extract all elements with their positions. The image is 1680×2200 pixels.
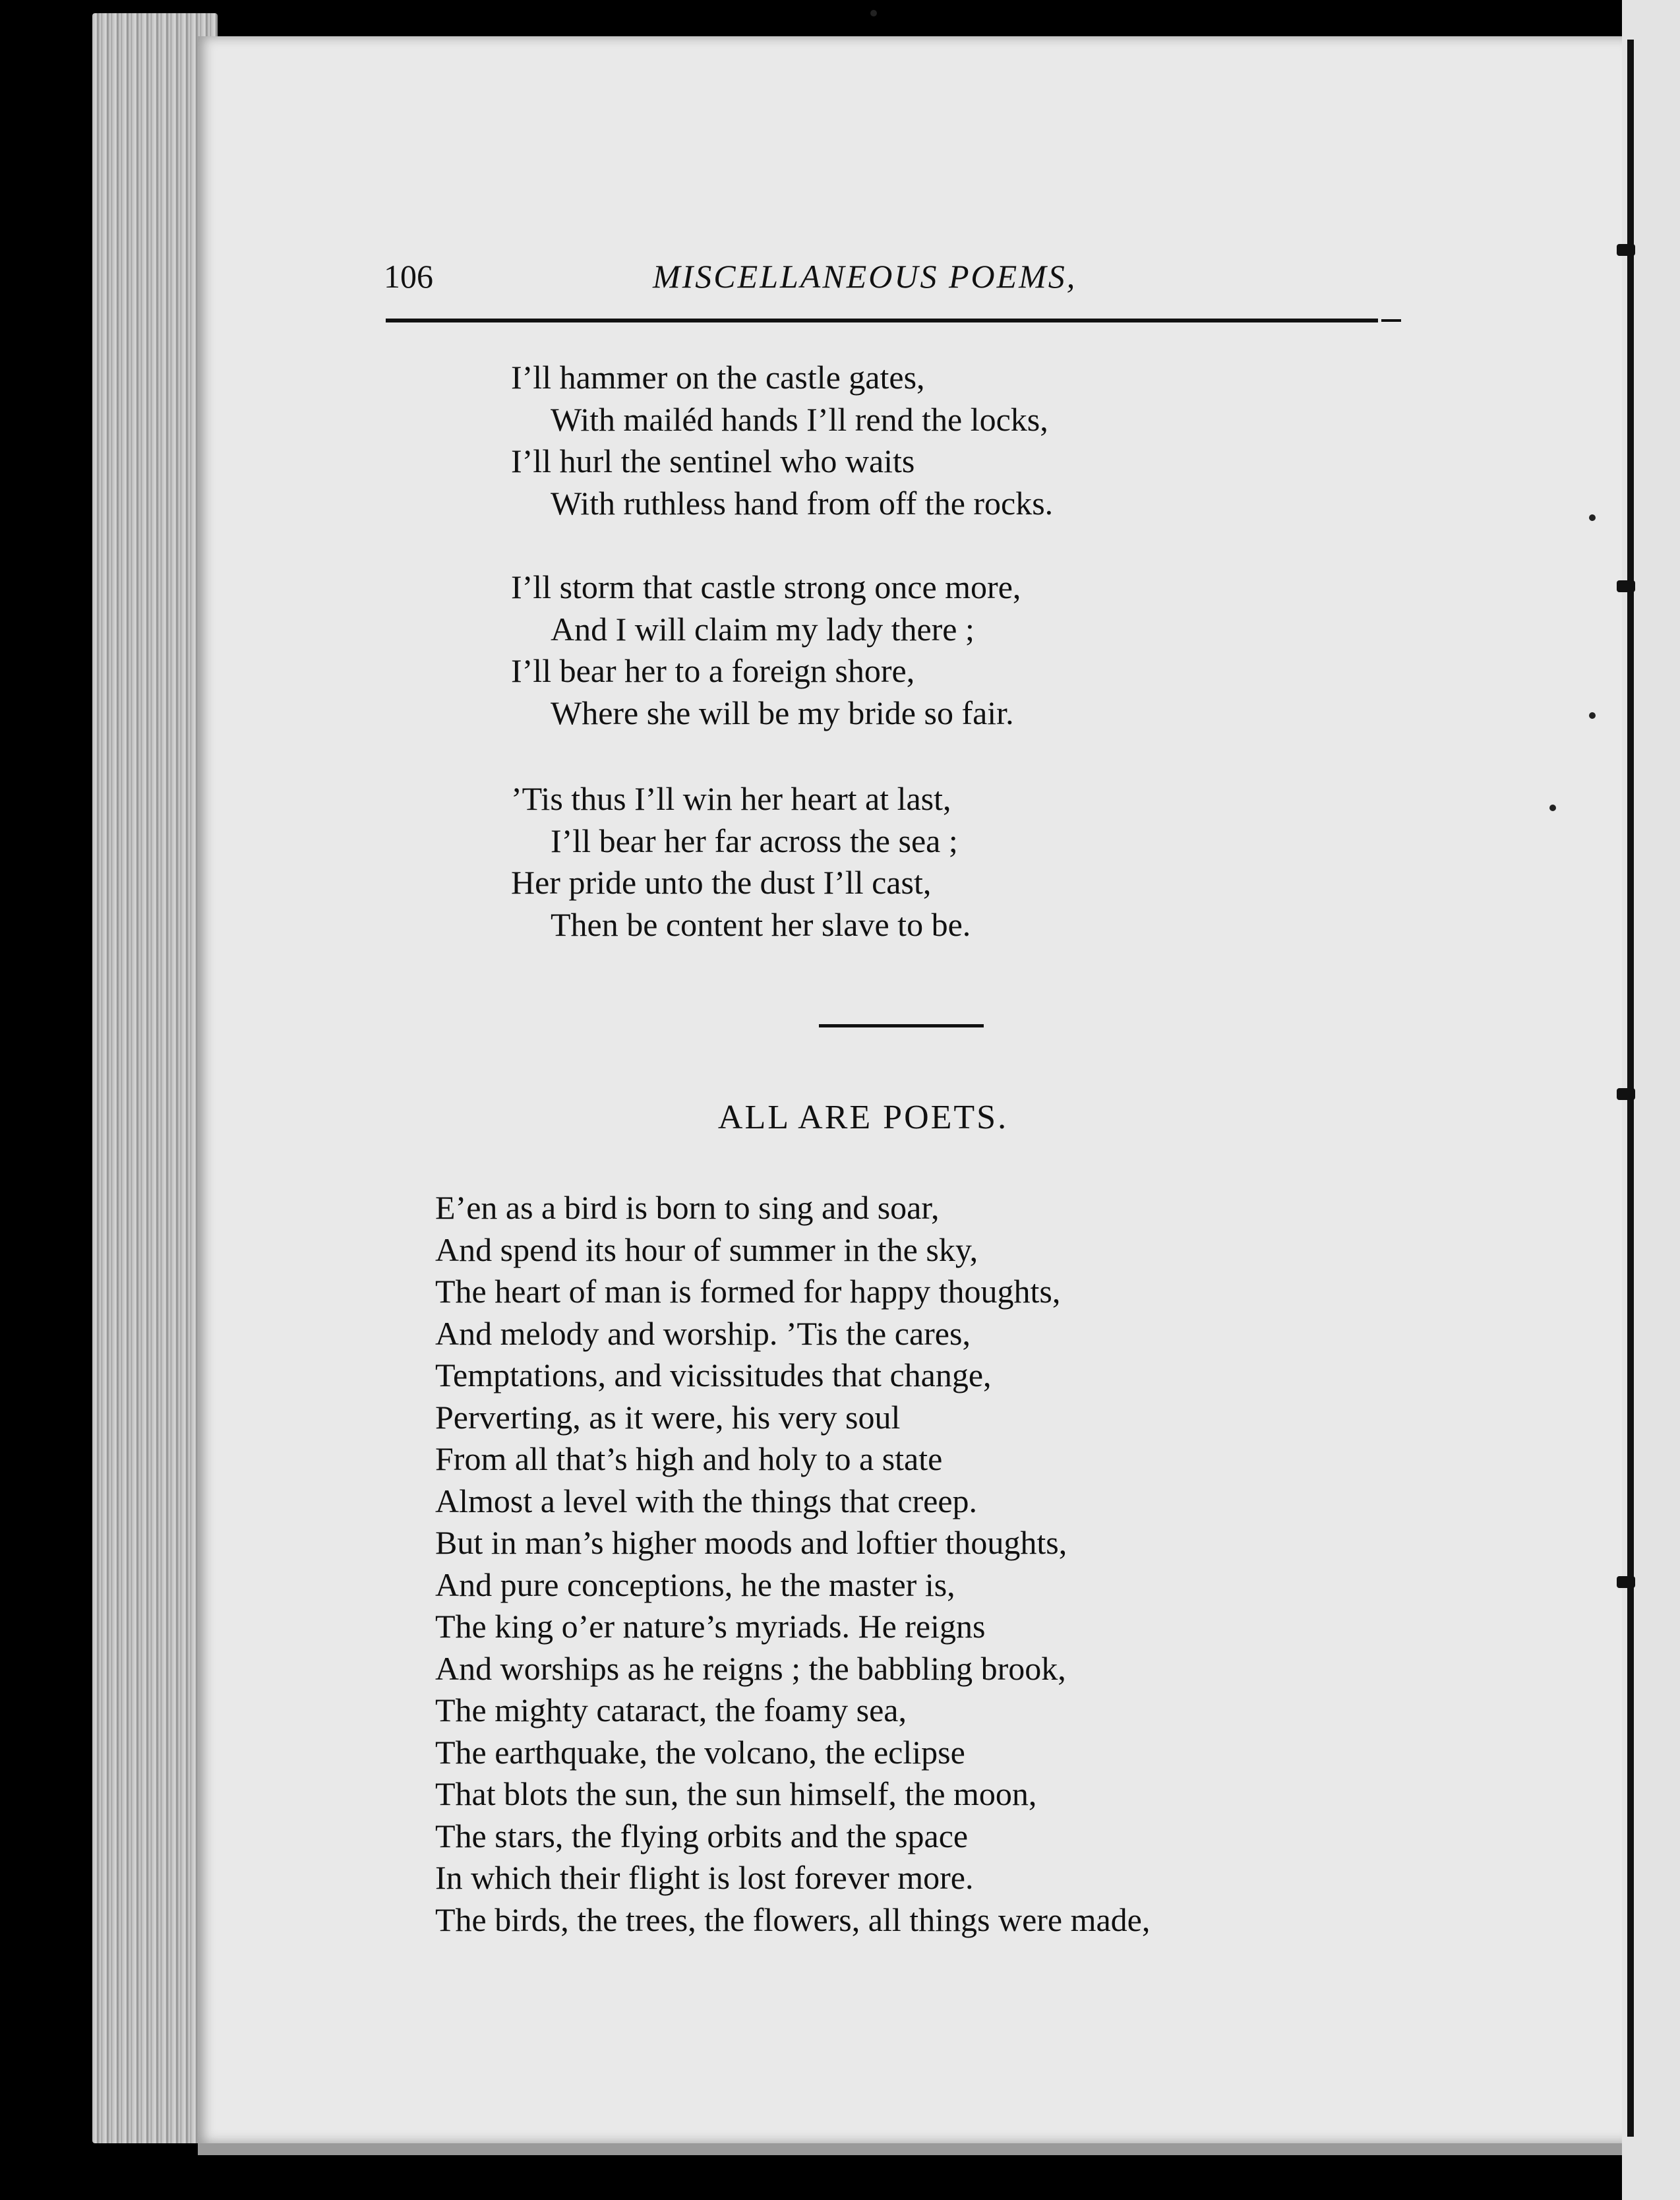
verse-line: The heart of man is formed for happy thoughts,	[435, 1273, 1061, 1310]
verse-line: From all that’s high and holy to a state	[435, 1440, 943, 1477]
verse-line: Then be content her slave to be.	[551, 905, 971, 943]
verse-line: And spend its hour of summer in the sky,	[435, 1231, 978, 1268]
verse-line: And pure conceptions, he the master is,	[435, 1566, 955, 1603]
verse-line: Almost a level with the things that creep.	[435, 1482, 978, 1519]
stanza	[511, 778, 971, 946]
ink-speck	[1589, 712, 1596, 719]
verse-line: In which their flight is lost forever more.	[435, 1859, 974, 1896]
verse-line: Where she will be my bride so fair.	[551, 694, 1014, 731]
verse-line: With mailéd hands I’ll rend the locks,	[551, 400, 1048, 438]
stanza	[511, 357, 1053, 524]
verse-line: E’en as a bird is born to sing and soar,	[435, 1189, 940, 1226]
verse-line: I’ll bear her to a foreign shore,	[511, 652, 915, 689]
verse-line: The birds, the trees, the flowers, all things were made,	[435, 1901, 1151, 1938]
header-rule-tail	[1381, 319, 1401, 322]
verse-line: The king o’er nature’s myriads. He reigns	[435, 1608, 986, 1645]
gutter-mark	[1617, 244, 1635, 256]
verse-line: With ruthless hand from off the rocks.	[551, 484, 1054, 522]
stanza	[511, 566, 1021, 734]
ink-speck	[870, 10, 877, 16]
verse-line: And worships as he reigns ; the babbling brook,	[435, 1649, 1066, 1687]
verse-line: Temptations, and vicissitudes that change,	[435, 1357, 992, 1393]
gutter-mark	[1617, 1576, 1635, 1588]
verse-line: I’ll storm that castle strong once more,	[511, 568, 1021, 605]
header-rule	[386, 319, 1378, 322]
gutter-mark	[1617, 580, 1635, 592]
poem-title: ALL ARE POETS.	[717, 1099, 1009, 1136]
verse-line: The earthquake, the volcano, the eclipse	[435, 1733, 965, 1771]
verse-line: The stars, the flying orbits and the space	[435, 1817, 969, 1854]
verse-line: The mighty cataract, the foamy sea,	[435, 1692, 907, 1728]
ink-speck	[1589, 514, 1596, 521]
poem-body	[435, 1187, 1150, 1941]
page-bottom-edge	[198, 2143, 1629, 2155]
page-number: 106	[384, 258, 433, 295]
verse-line: Perverting, as it were, his very soul	[435, 1398, 901, 1436]
running-head: MISCELLANEOUS POEMS,	[653, 258, 1077, 295]
verse-line: ’Tis thus I’ll win her heart at last,	[511, 780, 951, 817]
verse-line: And I will claim my lady there ;	[551, 610, 975, 648]
verse-line: But in man’s higher moods and loftier thoughts,	[435, 1524, 1067, 1561]
verse-line: I’ll hammer on the castle gates,	[511, 359, 925, 396]
section-divider	[819, 1024, 984, 1027]
verse-line: I’ll hurl the sentinel who waits	[511, 443, 915, 479]
ink-speck	[1549, 805, 1556, 811]
verse-line: And melody and worship. ’Tis the cares,	[435, 1314, 971, 1352]
verse-line: I’ll bear her far across the sea ;	[551, 822, 958, 859]
verse-line: That blots the sun, the sun himself, the moon,	[435, 1775, 1037, 1812]
verse-line: Her pride unto the dust I’ll cast,	[511, 864, 932, 901]
